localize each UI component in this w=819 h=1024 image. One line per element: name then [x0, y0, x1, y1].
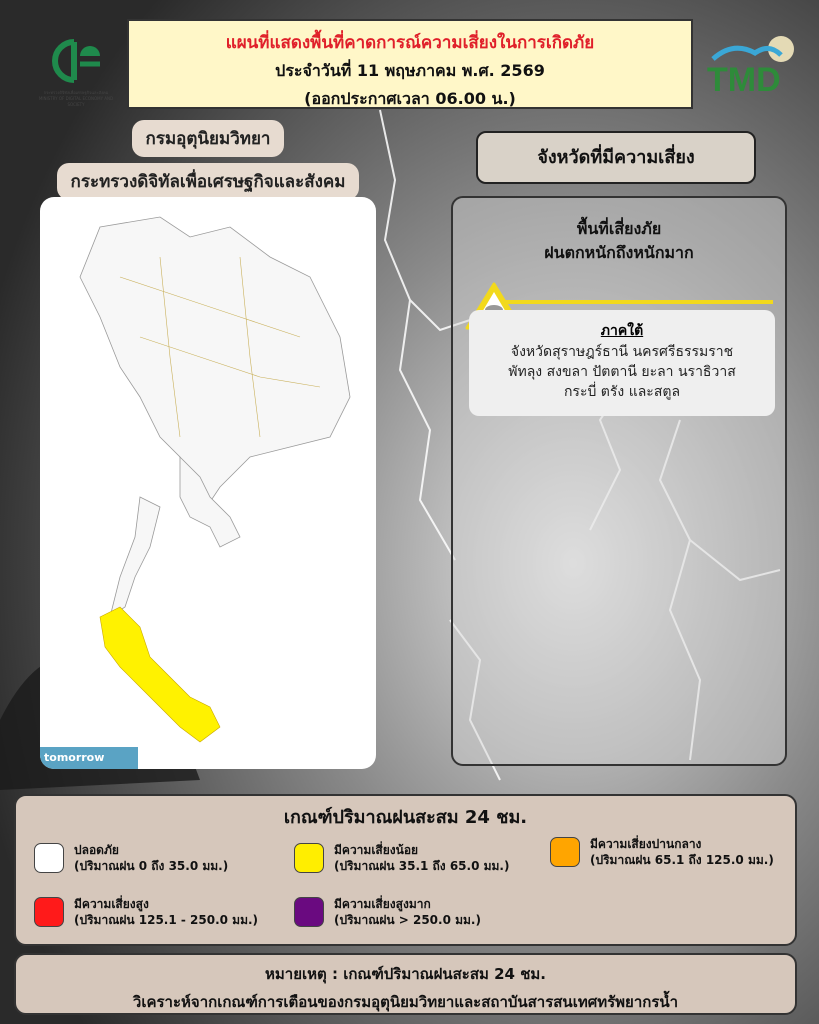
legend-swatch [294, 897, 324, 927]
thailand-map [40, 197, 376, 769]
legend-item-high: มีความเสี่ยงสูง (ปริมาณฝน 125.1 - 250.0 มม.) [34, 896, 258, 928]
rain-legend [14, 794, 797, 946]
ministry-logo [44, 36, 106, 86]
legend-swatch [550, 837, 580, 867]
risk-map [40, 197, 376, 769]
legend-title: เกณฑ์ปริมาณฝนสะสม 24 ชม. [283, 807, 528, 828]
legend-item-very-high: มีความเสี่ยงสูงมาก (ปริมาณฝน > 250.0 มม.) [294, 896, 481, 928]
legend-swatch [34, 843, 64, 873]
warning-line [493, 300, 773, 304]
footnote [14, 953, 797, 1015]
ministry-name: กระทรวงดิจิทัลเพื่อเศรษฐกิจและสังคม [57, 163, 360, 200]
risk-panel [451, 196, 787, 766]
footnote-line-1: หมายเหตุ : เกณฑ์ปริมาณฝนสะสม 24 ชม. [265, 965, 546, 983]
ministry-logo-caption: กระทรวงดิจิทัลเพื่อเศรษฐกิจและสังคม MINISTRY OF DIGITAL ECONOMY AND SOCIETY [38, 90, 114, 107]
footnote-line-2: วิเคราะห์จากเกณฑ์การเตือนของกรมอุตุนิยมวิทยาและสถาบันสารสนเทศทรัพยากรน้ำ [132, 993, 679, 1011]
province-list: จังหวัดสุราษฎร์ธานี นครศรีธรรมราช พัทลุง สงขลา ปัตตานี ยะลา นราธิวาส กระบี่ ตรัง และสตูล [508, 344, 736, 400]
tmd-logo [703, 33, 805, 99]
region-name: ภาคใต้ [600, 323, 644, 339]
department-name: กรมอุตุนิยมวิทยา [132, 120, 285, 157]
tomorrow-credit: tomorrow [40, 747, 138, 769]
svg-text:TMD: TMD [707, 61, 781, 99]
risk-provinces-header: จังหวัดที่มีความเสี่ยง [476, 131, 756, 184]
forecast-date: ประจำวันที่ 11 พฤษภาคม พ.ศ. 2569 [275, 61, 545, 80]
legend-item-safe: ปลอดภัย (ปริมาณฝน 0 ถึง 35.0 มม.) [34, 842, 228, 874]
legend-swatch [294, 843, 324, 873]
title-box [127, 19, 693, 109]
page-title: แผนที่แสดงพื้นที่คาดการณ์ความเสี่ยงในการเกิดภัย [225, 33, 595, 53]
department-block [28, 120, 388, 206]
south-risk-area [100, 607, 220, 742]
issue-time: (ออกประกาศเวลา 06.00 น.) [304, 89, 516, 108]
legend-swatch [34, 897, 64, 927]
hazard-title: พื้นที่เสี่ยงภัย ฝนตกหนักถึงหนักมาก [544, 219, 694, 262]
legend-item-low: มีความเสี่ยงน้อย (ปริมาณฝน 35.1 ถึง 65.0 มม.) [294, 842, 509, 874]
legend-item-medium: มีความเสี่ยงปานกลาง (ปริมาณฝน 65.1 ถึง 125.0 มม.) [550, 836, 774, 868]
region-card [469, 310, 775, 416]
